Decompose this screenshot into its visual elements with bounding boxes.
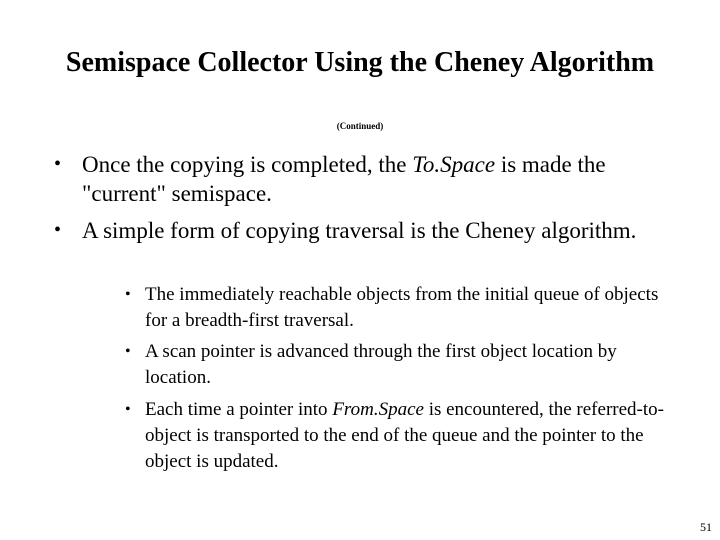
bullet-marker: • — [54, 153, 62, 175]
bullet-text: Once the copying is completed, the To.Space is made the "current" semispace. — [82, 152, 606, 206]
sub-bullet-item-3 — [125, 397, 685, 475]
sub-bullet-text: A scan pointer is advanced through the first object location by location. — [145, 341, 617, 388]
sub-bullet-text: Each time a pointer into From.Space is encountered, the referred-to-object is transported to the end of the queue and the pointer to the object is updated. — [145, 399, 664, 472]
page-number: 51 — [700, 520, 712, 534]
bullet-marker: • — [125, 343, 131, 360]
bullet-marker: • — [125, 401, 131, 418]
slide-title: Semispace Collector Using the Cheney Algorithm — [65, 47, 655, 78]
emphasis-from-space: From.Space — [332, 399, 424, 420]
sub-bullet-item-2 — [125, 339, 685, 391]
bullet-marker: • — [125, 286, 131, 303]
emphasis-to-space: To.Space — [412, 152, 496, 177]
sub-bullet-item-1 — [125, 282, 685, 334]
bullet-item-1 — [54, 150, 674, 208]
bullet-marker: • — [54, 219, 62, 241]
bullet-item-2 — [54, 216, 674, 245]
slide-subtitle: (Continued) — [336, 121, 384, 131]
bullet-text: A simple form of copying traversal is the Cheney algorithm. — [82, 218, 637, 243]
sub-bullet-text: The immediately reachable objects from the initial queue of objects for a breadth-first traversal. — [145, 284, 659, 331]
